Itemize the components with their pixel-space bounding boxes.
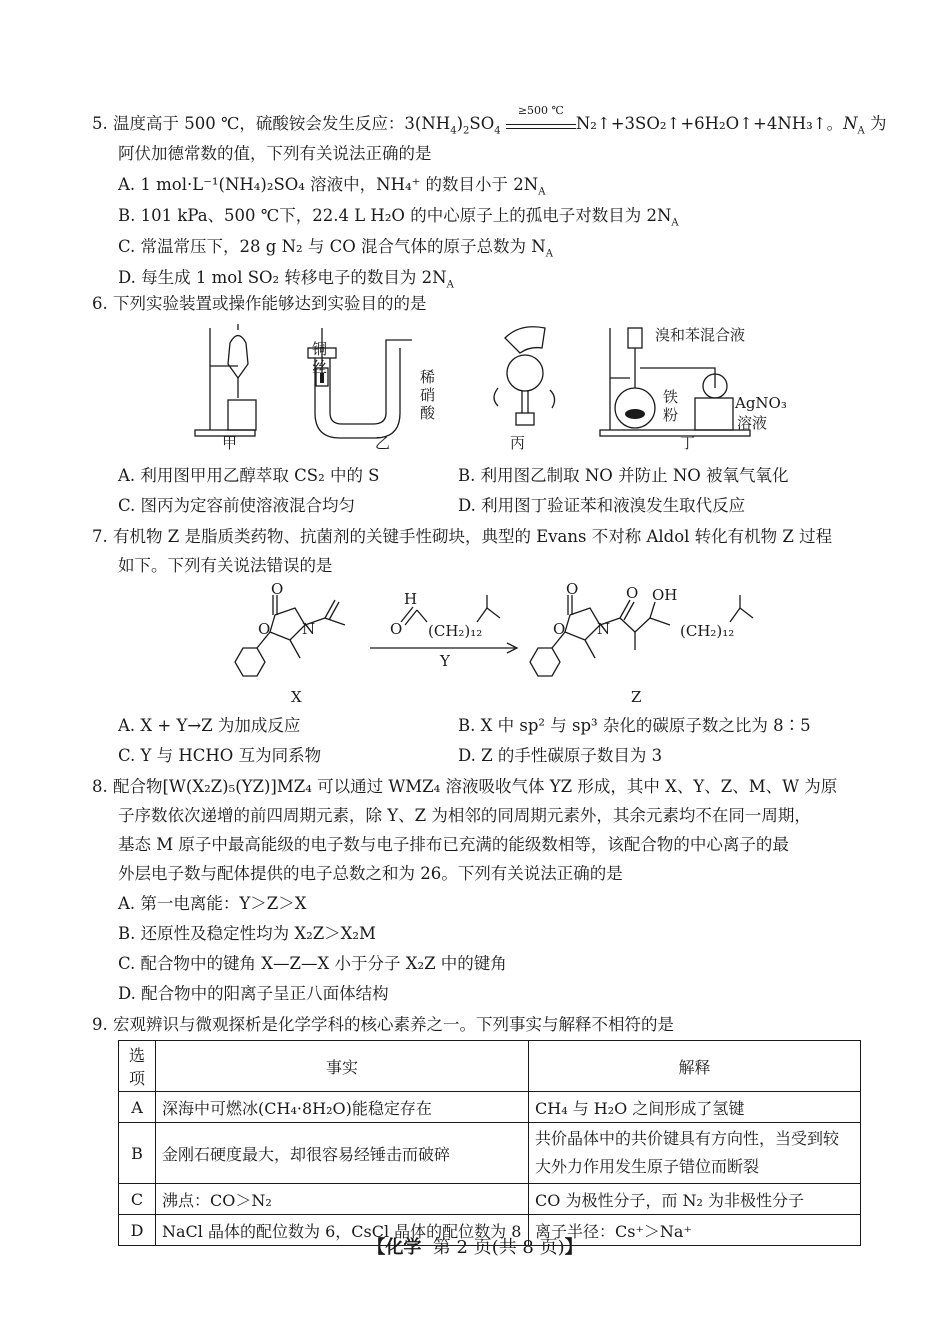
fig-label-tong: 铜	[312, 340, 328, 358]
q7-option-b: B. X 中 sp² 与 sp³ 杂化的碳原子数之比为 8∶5	[458, 716, 811, 735]
x-ring-o: O	[258, 620, 271, 638]
row-option: C	[119, 1184, 156, 1215]
q8-option-d: D. 配合物中的阳离子呈正八面体结构	[118, 984, 389, 1003]
q7-stem-line1: 7. 有机物 Z 是脂质类药物、抗菌剂的关键手性砌块，典型的 Evans 不对称 Aldol 转化有机物 Z 过程	[92, 527, 833, 546]
q8-option-b: B. 还原性及稳定性均为 X₂Z＞X₂M	[118, 924, 376, 943]
q5-option-d: D. 每生成 1 mol SO₂ 转移电子的数目为 $2N_A$	[118, 268, 454, 291]
z-oh: OH	[652, 586, 678, 604]
q8-stem-line2: 子序数依次递增的前四周期元素，除 Y、Z 为相邻的同周期元素外，其余元素均不在同一周期，	[118, 806, 811, 825]
table-header-row	[119, 1041, 861, 1092]
fig-label-xi: 稀	[420, 368, 436, 386]
label-z: Z	[631, 688, 642, 706]
reaction-arrow: ≥500 ℃	[506, 118, 576, 129]
q8-option-c: C. 配合物中的键角 X—Z—X 小于分子 X₂Z 中的键角	[118, 954, 507, 973]
row-fact: NaCl 晶体的配位数为 6，CsCl 晶体的配位数为 8	[156, 1215, 529, 1246]
q8-stem-line3: 基态 M 原子中最高能级的电子数与电子排布已充满的能级数相等，该配合物的中心离子的最	[118, 835, 789, 854]
row-option: A	[119, 1092, 156, 1123]
q6-option-b: B. 利用图乙制取 NO 并防止 NO 被氧气氧化	[458, 466, 789, 485]
z-carbonyl-o: O	[566, 580, 579, 598]
fig-label-mix: 溴和苯混合液	[655, 326, 746, 344]
q7-option-c: C. Y 与 HCHO 互为同系物	[118, 746, 322, 765]
q5-stem-line2: 阿伏加德常数的值，下列有关说法正确的是	[118, 144, 432, 163]
q6-option-a: A. 利用图甲用乙醇萃取 CS₂ 中的 S	[118, 466, 380, 485]
y-h: H	[404, 590, 418, 608]
fig-label-rongye: 溶液	[737, 414, 768, 432]
label-x: X	[291, 688, 302, 706]
x-carbonyl-o: O	[271, 580, 284, 598]
header-explanation: 解释	[529, 1041, 861, 1092]
q8-stem-line4: 外层电子数与配体提供的电子总数之和为 26。下列有关说法正确的是	[118, 864, 623, 883]
z-ring-n: N	[597, 620, 611, 638]
row-explanation: 离子半径：Cs⁺＞Na⁺	[529, 1215, 861, 1246]
row-fact: 深海中可燃冰(CH₄·8H₂O)能稳定存在	[156, 1092, 529, 1123]
fig-label-fen: 粉	[663, 406, 679, 424]
fig-label-jia: 甲	[222, 434, 238, 452]
q6-option-d: D. 利用图丁验证苯和液溴发生取代反应	[458, 496, 746, 515]
q7-option-a: A. X + Y→Z 为加成反应	[118, 716, 301, 735]
row-explanation: CH₄ 与 H₂O 之间形成了氢键	[529, 1092, 861, 1123]
y-ch2: (CH₂)₁₂	[428, 622, 483, 640]
fig-label-agno3: AgNO₃	[735, 394, 787, 412]
q7-option-d: D. Z 的手性碳原子数目为 3	[458, 746, 663, 765]
row-option: B	[119, 1123, 156, 1184]
q7-stem-line2: 如下。下列有关说法错误的是	[118, 556, 333, 575]
row-explanation: CO 为极性分子，而 N₂ 为非极性分子	[529, 1184, 861, 1215]
fig-label-suan: 酸	[420, 404, 436, 422]
q9-stem: 9. 宏观辨识与微观探析是化学学科的核心素养之一。下列事实与解释不相符的是	[92, 1015, 674, 1034]
footer-subject: 化学	[385, 1237, 422, 1258]
page-footer: 【化学 第 2 页(共 8 页)】	[367, 1237, 583, 1258]
header-fact: 事实	[156, 1041, 529, 1092]
row-fact: 沸点：CO＞N₂	[156, 1184, 529, 1215]
q8-stem-line1: 8. 配合物[W(X₂Z)₅(YZ)]MZ₄ 可以通过 WMZ₄ 溶液吸收气体 YZ 形成，其中 X、Y、Z、M、W 为原	[92, 777, 838, 796]
q6-stem: 6. 下列实验装置或操作能够达到实验目的的是	[92, 294, 427, 313]
fig-label-xiao: 硝	[420, 386, 436, 404]
z-ring-o: O	[553, 620, 566, 638]
fig-label-si: 丝	[312, 358, 328, 376]
row-option: D	[119, 1215, 156, 1246]
q5-option-b: B. 101 kPa、500 ℃下，22.4 L H₂O 的中心原子上的孤电子对数目为 $2N_A$	[118, 206, 679, 229]
table-row	[119, 1123, 861, 1184]
fig-label-yi: 乙	[375, 434, 391, 452]
table-row	[119, 1092, 861, 1123]
q7-reaction-scheme	[215, 580, 775, 700]
y-o: O	[390, 620, 403, 638]
z-acyl-o: O	[626, 584, 639, 602]
q5-stem-line1: 5. 温度高于 500 ℃，硫酸铵会发生反应：$3(NH_4)_2SO_4$ ≥500 ℃ N₂↑+3SO₂↑+6H₂O↑+4NH₃↑。$N_A$ 为	[92, 104, 887, 137]
label-y: Y	[440, 652, 450, 670]
q6-option-c: C. 图丙为定容前使溶液混合均匀	[118, 496, 356, 515]
fig-label-tie: 铁	[663, 388, 679, 406]
row-fact: 金刚石硬度最大，却很容易经锤击而破碎	[156, 1123, 529, 1184]
fig-label-bing: 丙	[510, 434, 526, 452]
footer-page: 第 2 页(共 8 页)	[432, 1237, 565, 1258]
q5-option-c: C. 常温常压下，28 g N₂ 与 CO 混合气体的原子总数为 $N_A$	[118, 237, 553, 260]
q5-option-a: A. 1 mol·L⁻¹(NH₄)₂SO₄ 溶液中，NH₄⁺ 的数目小于 $2N_A$	[118, 175, 546, 198]
table-row	[119, 1184, 861, 1215]
row-explanation: 共价晶体中的共价键具有方向性，当受到较大外力作用发生原子错位而断裂	[529, 1123, 861, 1184]
x-ring-n: N	[302, 620, 316, 638]
q9-table	[118, 1040, 861, 1246]
header-option: 选项	[119, 1041, 156, 1092]
fig-label-ding: 丁	[680, 434, 696, 452]
z-ch2: (CH₂)₁₂	[680, 622, 735, 640]
q8-option-a: A. 第一电离能：Y＞Z＞X	[118, 894, 307, 913]
